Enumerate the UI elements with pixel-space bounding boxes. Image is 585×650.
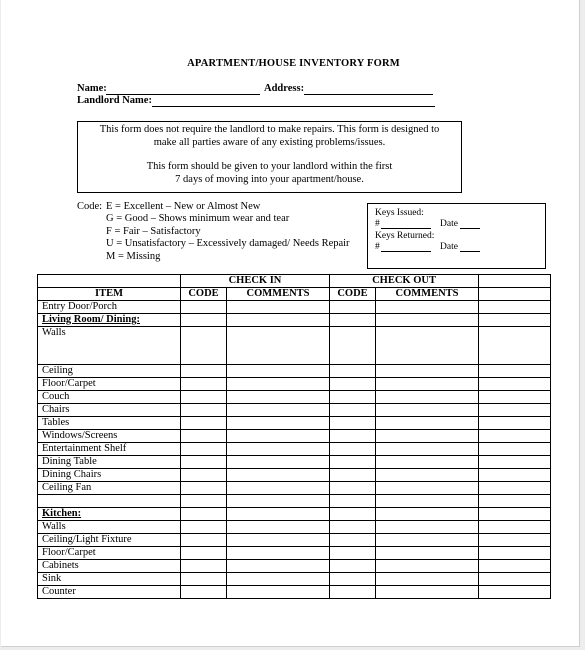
keys-returned-date-label: Date [440,242,458,252]
check-out-code-cell[interactable] [330,586,376,599]
check-out-comments-cell[interactable] [376,469,479,482]
extra-cell[interactable] [479,573,551,586]
keys-returned-hash: # [375,242,380,252]
check-out-code-cell[interactable] [330,560,376,573]
table-row [38,430,551,443]
check-out-code-cell[interactable] [330,430,376,443]
extra-cell[interactable] [479,534,551,547]
check-in-code-cell[interactable] [181,521,227,534]
check-out-code-cell[interactable] [330,495,376,508]
check-in-code-cell[interactable] [181,327,227,365]
check-in-comments-cell[interactable] [227,547,330,560]
keys-issued-hash: # [375,219,380,229]
check-in-comments-cell[interactable] [227,365,330,378]
landlord-name-field[interactable] [152,106,435,107]
extra-cell[interactable] [479,391,551,404]
check-in-code-cell[interactable] [181,547,227,560]
notice-line: make all parties aware of any existing problems/issues. [153,136,386,148]
check-out-comments-cell[interactable] [376,560,479,573]
check-in-comments-cell[interactable] [227,378,330,391]
check-in-comments-cell[interactable] [227,560,330,573]
code-label: Code: [77,201,103,212]
check-out-code-cell[interactable] [330,443,376,456]
check-in-comments-cell[interactable] [227,391,330,404]
item-cell: Kitchen: [38,508,181,521]
table-row [38,378,551,391]
check-in-code-cell[interactable] [181,301,227,314]
check-out-comments-cell[interactable] [376,378,479,391]
item-cell: Ceiling/Light Fixture [38,534,181,547]
table-row [38,417,551,430]
check-in-code-cell[interactable] [181,365,227,378]
keys-issued-date-label: Date [440,219,458,229]
extra-cell[interactable] [479,378,551,391]
extra-cell[interactable] [479,365,551,378]
check-in-code-cell[interactable] [181,586,227,599]
item-cell: Couch [38,391,181,404]
item-cell: Dining Table [38,456,181,469]
check-out-code-cell[interactable] [330,508,376,521]
table-row [38,443,551,456]
check-in-comments-cell[interactable] [227,404,330,417]
table-row [38,365,551,378]
check-out-code-cell[interactable] [330,391,376,404]
check-out-code-cell[interactable] [330,301,376,314]
check-out-comments-cell[interactable] [376,391,479,404]
check-out-code-cell[interactable] [330,365,376,378]
check-out-code-cell[interactable] [330,482,376,495]
table-row [38,547,551,560]
item-cell: Living Room/ Dining: [38,314,181,327]
table-row [38,404,551,417]
table-row [38,469,551,482]
notice-line: 7 days of moving into your apartment/house. [175,173,364,185]
check-in-comments-header: COMMENTS [227,288,330,301]
check-out-code-cell[interactable] [330,378,376,391]
check-in-code-cell[interactable] [181,430,227,443]
check-in-comments-cell[interactable] [227,534,330,547]
item-cell: Floor/Carpet [38,378,181,391]
extra-cell[interactable] [479,495,551,508]
extra-cell[interactable] [479,417,551,430]
check-in-code-cell[interactable] [181,443,227,456]
check-in-comments-cell[interactable] [227,417,330,430]
check-out-code-cell[interactable] [330,456,376,469]
table-row [38,521,551,534]
check-in-code-cell[interactable] [181,456,227,469]
code-item: G = Good – Shows minimum wear and tear [106,213,290,225]
check-in-comments-cell[interactable] [227,495,330,508]
table-row [38,456,551,469]
check-out-code-header: CODE [330,288,376,301]
check-in-code-cell[interactable] [181,314,227,327]
inventory-table [37,274,551,599]
check-out-code-cell[interactable] [330,417,376,430]
extra-cell[interactable] [479,430,551,443]
check-out-comments-header: COMMENTS [376,288,479,301]
keys-issued-date-field[interactable] [460,228,480,229]
check-out-code-cell[interactable] [330,547,376,560]
header-blank [479,288,551,301]
check-in-comments-cell[interactable] [227,573,330,586]
check-in-comments-cell[interactable] [227,521,330,534]
item-cell: Chairs [38,404,181,417]
table-row [38,586,551,599]
check-out-code-cell[interactable] [330,534,376,547]
form-title: APARTMENT/HOUSE INVENTORY FORM [187,58,400,69]
check-in-code-cell[interactable] [181,495,227,508]
form-page [1,0,580,647]
check-out-code-cell[interactable] [330,573,376,586]
keys-returned-date-field[interactable] [460,251,480,252]
table-row [38,327,551,365]
item-cell: Tables [38,417,181,430]
item-cell: Dining Chairs [38,469,181,482]
check-out-comments-cell[interactable] [376,482,479,495]
check-in-comments-cell[interactable] [227,482,330,495]
check-in-code-cell[interactable] [181,560,227,573]
item-cell: Cabinets [38,560,181,573]
extra-cell[interactable] [479,301,551,314]
check-out-comments-cell[interactable] [376,586,479,599]
check-in-code-cell[interactable] [181,508,227,521]
check-in-code-cell[interactable] [181,391,227,404]
item-cell: Entry Door/Porch [38,301,181,314]
code-item: U = Unsatisfactory – Excessively damaged/ Needs Repair [106,238,350,250]
check-out-comments-cell[interactable] [376,521,479,534]
table-row [38,314,551,327]
name-label: Name: [77,83,107,94]
code-item: E = Excellent – New or Almost New [106,201,261,212]
check-in-comments-cell[interactable] [227,508,330,521]
code-item: F = Fair – Satisfactory [106,225,201,237]
item-cell: Entertainment Shelf [38,443,181,456]
item-cell: Ceiling Fan [38,482,181,495]
check-in-code-cell[interactable] [181,417,227,430]
check-in-code-cell[interactable] [181,482,227,495]
table-row [38,560,551,573]
address-field[interactable] [304,94,433,95]
notice-line: This form does not require the landlord to make repairs. This form is designed to [99,124,440,135]
extra-cell[interactable] [479,469,551,482]
extra-cell[interactable] [479,443,551,456]
keys-issued-label: Keys Issued: [375,208,424,218]
check-out-code-cell[interactable] [330,404,376,417]
table-row [38,534,551,547]
item-cell: Windows/Screens [38,430,181,443]
code-legend [77,201,350,263]
extra-cell[interactable] [479,456,551,469]
extra-cell[interactable] [479,521,551,534]
check-out-header: CHECK OUT [330,275,479,288]
extra-cell[interactable] [479,547,551,560]
check-in-code-cell[interactable] [181,573,227,586]
header-blank [479,275,551,288]
extra-cell[interactable] [479,586,551,599]
item-cell: Floor/Carpet [38,547,181,560]
item-cell: Ceiling [38,365,181,378]
address-label: Address: [264,83,305,94]
check-out-comments-cell[interactable] [376,547,479,560]
header-blank [38,275,181,288]
check-out-code-cell[interactable] [330,521,376,534]
code-item: M = Missing [106,250,161,262]
extra-cell[interactable] [479,482,551,495]
keys-issued-number-field[interactable] [381,228,431,229]
check-out-comments-cell[interactable] [376,534,479,547]
check-out-comments-cell[interactable] [376,456,479,469]
check-out-comments-cell[interactable] [376,508,479,521]
check-out-comments-cell[interactable] [376,404,479,417]
check-out-comments-cell[interactable] [376,573,479,586]
check-out-comments-cell[interactable] [376,495,479,508]
table-row [38,482,551,495]
check-out-comments-cell[interactable] [376,314,479,327]
item-cell: Walls [38,327,181,365]
check-in-comments-cell[interactable] [227,314,330,327]
check-out-comments-cell[interactable] [376,365,479,378]
check-in-code-cell[interactable] [181,534,227,547]
check-in-comments-cell[interactable] [227,469,330,482]
check-in-comments-cell[interactable] [227,456,330,469]
extra-cell[interactable] [479,327,551,365]
check-in-comments-cell[interactable] [227,301,330,314]
check-in-comments-cell[interactable] [227,327,330,365]
check-in-header: CHECK IN [181,275,330,288]
check-out-comments-cell[interactable] [376,430,479,443]
notice-box [77,121,462,193]
check-out-code-cell[interactable] [330,314,376,327]
check-in-code-header: CODE [181,288,227,301]
table-row [38,573,551,586]
item-cell [38,495,181,508]
item-cell: Counter [38,586,181,599]
extra-cell[interactable] [479,404,551,417]
check-in-code-cell[interactable] [181,469,227,482]
check-out-comments-cell[interactable] [376,417,479,430]
keys-box [367,203,546,269]
notice-line: This form should be given to your landlord within the first [146,161,393,172]
check-out-comments-cell[interactable] [376,301,479,314]
keys-returned-number-field[interactable] [381,251,431,252]
check-in-comments-cell[interactable] [227,430,330,443]
check-in-code-cell[interactable] [181,404,227,417]
check-in-comments-cell[interactable] [227,586,330,599]
table-row [38,495,551,508]
check-in-comments-cell[interactable] [227,443,330,456]
item-cell: Sink [38,573,181,586]
item-column-header: ITEM [38,288,181,301]
check-in-code-cell[interactable] [181,378,227,391]
check-out-code-cell[interactable] [330,327,376,365]
extra-cell[interactable] [479,508,551,521]
check-out-comments-cell[interactable] [376,327,479,365]
extra-cell[interactable] [479,314,551,327]
item-cell: Walls [38,521,181,534]
landlord-name-label: Landlord Name: [77,95,152,106]
table-row [38,391,551,404]
keys-returned-label: Keys Returned: [375,231,435,241]
table-row [38,301,551,314]
check-out-comments-cell[interactable] [376,443,479,456]
extra-cell[interactable] [479,560,551,573]
table-row [38,508,551,521]
check-out-code-cell[interactable] [330,469,376,482]
